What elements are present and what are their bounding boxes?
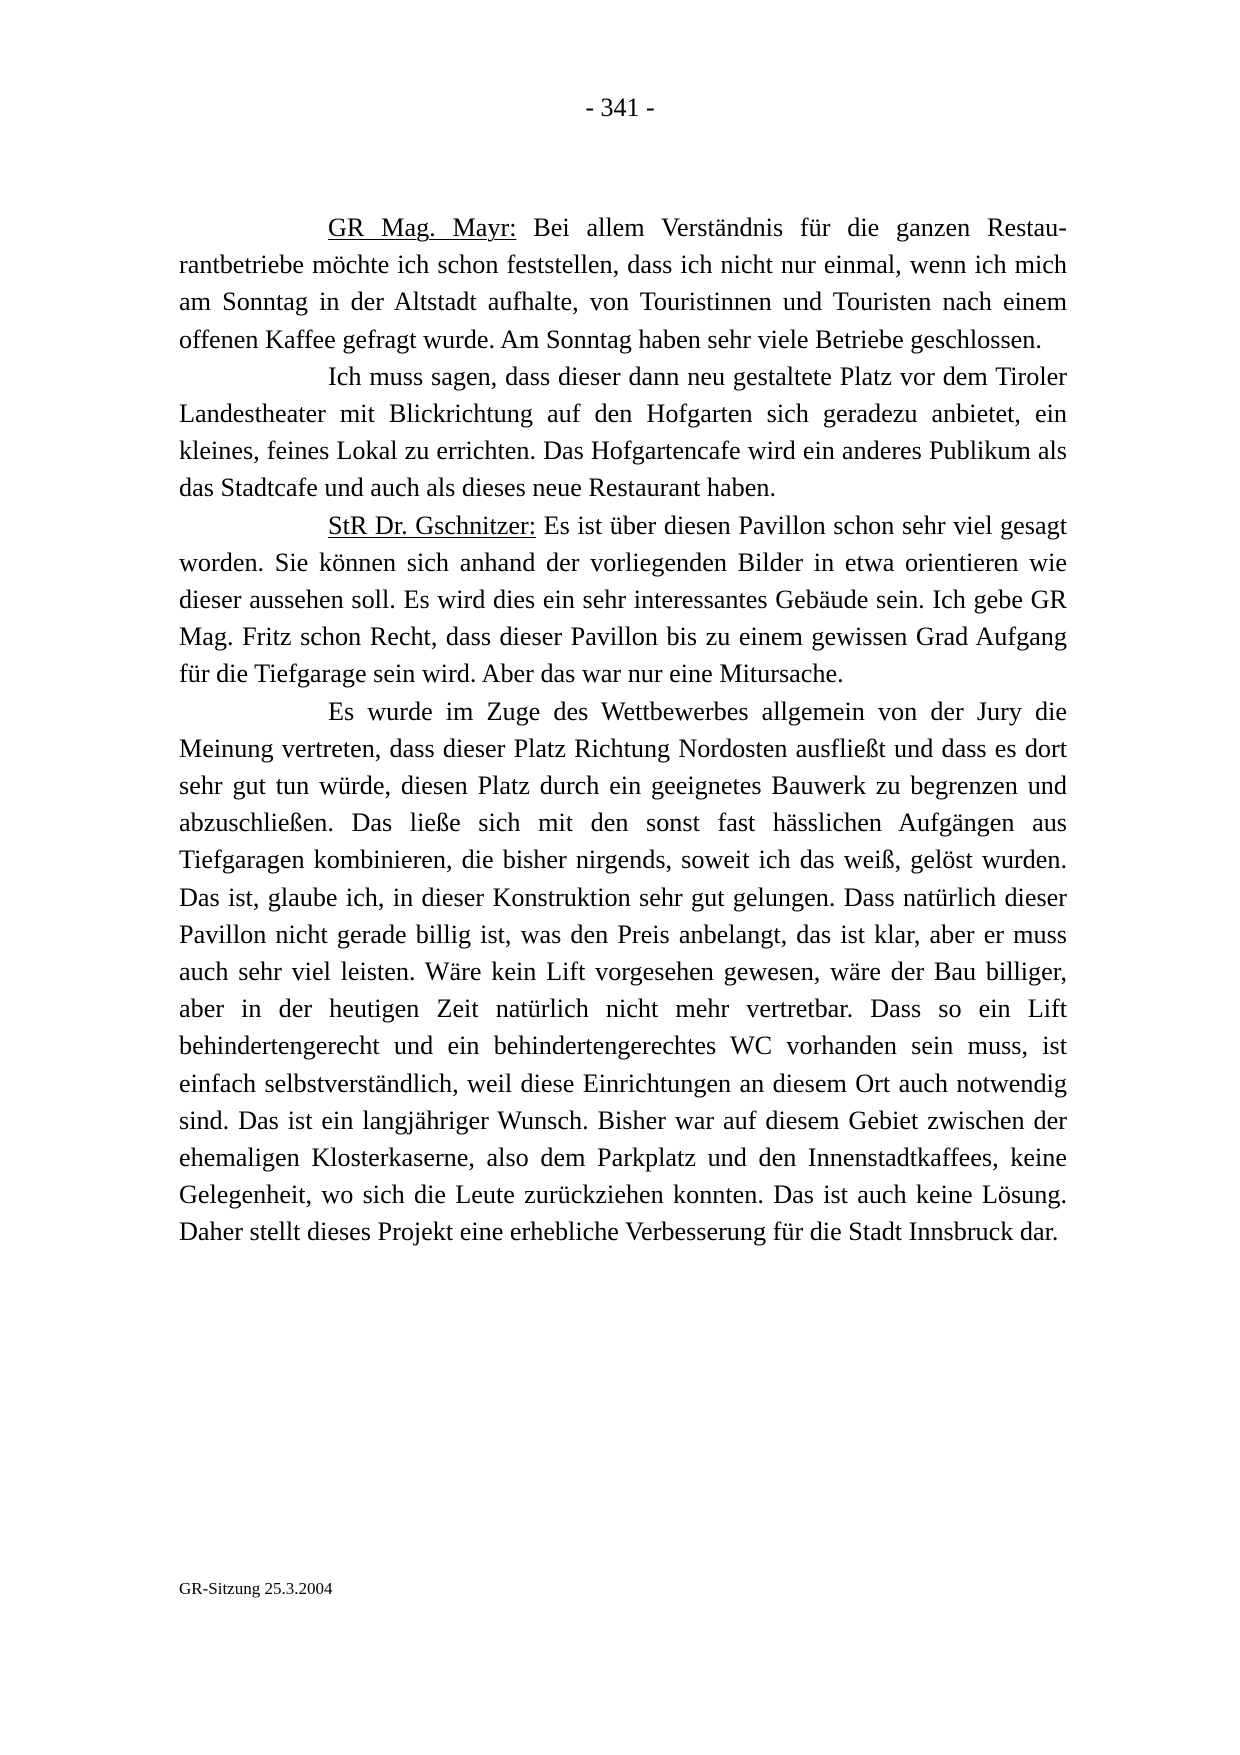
paragraph-speech-gschnitzer [179,507,1067,693]
paragraph-text: Ich muss sagen, dass dieser dann neu gestaltete Platz vor dem Tiroler Landestheater mit Blickrichtung auf den Hofgarten sich geradezu anbietet, ein kleines, feines Lokal zu errichten. Das Hofgartencafe wird ein anderes Publikum als das Stadtcafe und auch als dieses neue Restaurant haben. [179,361,1067,503]
paragraph-text: Bei allem Verständnis für die ganzen Restaurantbetriebe möchte ich schon feststellen, dass ich nicht nur einmal, wenn ich mich am Sonntag in der Altstadt aufhalte, von Touristinnen und Touristen nach einem offenen Kaffee gefragt wurde. Am Sonntag haben sehr viele Betriebe geschlossen. [179,213,1067,354]
paragraph-text: Es wurde im Zuge des Wettbewerbes allgemein von der Jury die Meinung vertreten, dass dieser Platz Richtung Nordosten ausfließt und dass es dort sehr gut tun würde, diesen Platz durch ein geeignetes Bauwerk zu begrenzen und abzuschließen. Das ließe sich mit den sonst fast hässlichen Aufgängen aus Tiefgaragen kombinieren, die bisher nirgends, soweit ich das weiß, gelöst wurden. Das ist, glaube ich, in dieser Konstruktion sehr gut gelungen. Dass natürlich dieser Pavillon nicht gerade billig ist, was den Preis anbelangt, das ist klar, aber er muss auch sehr viel leisten. Wäre kein Lift vorgesehen gewesen, wäre der Bau billiger, aber in der heutigen Zeit natürlich nicht mehr vertretbar. Dass so ein Lift behindertengerecht und ein behindertengerechtes WC vorhanden sein muss, ist einfach selbstverständlich, weil diese Einrichtungen an diesem Ort auch notwendig sind. Das ist ein langjähriger Wunsch. Bisher war auf diesem Gebiet zwischen der ehemaligen Klosterkaserne, also dem Parkplatz und den Innenstadtkaffees, keine Gelegenheit, wo sich die Leute zurückziehen konnten. Das ist auch keine Lösung. Daher stellt dieses Projekt eine erhebliche Verbesserung für die Stadt Innsbruck dar. [179,696,1067,1247]
paragraph-continuation-gschnitzer [179,693,1067,1251]
speaker-name: StR Dr. Gschnitzer: [328,510,536,540]
paragraph-text: Es ist über diesen Pavillon schon sehr viel gesagt worden. Sie können sich anhand der vorliegenden Bilder in etwa orientieren wie dieser aussehen soll. Es wird dies ein sehr interessantes Gebäude sein. Ich gebe GR Mag. Fritz schon Recht, dass dieser Pavillon bis zu einem gewissen Grad Aufgang für die Tiefgarage sein wird. Aber das war nur eine Mitursache. [179,510,1067,689]
footer-session-label: GR-Sitzung 25.3.2004 [179,1579,333,1598]
paragraph-continuation-mayr [179,358,1067,507]
paragraph-speech-mayr [179,209,1067,358]
document-body [179,209,1067,1251]
speaker-name: GR Mag. Mayr: [328,213,517,242]
page-number: - 341 - [585,93,655,122]
